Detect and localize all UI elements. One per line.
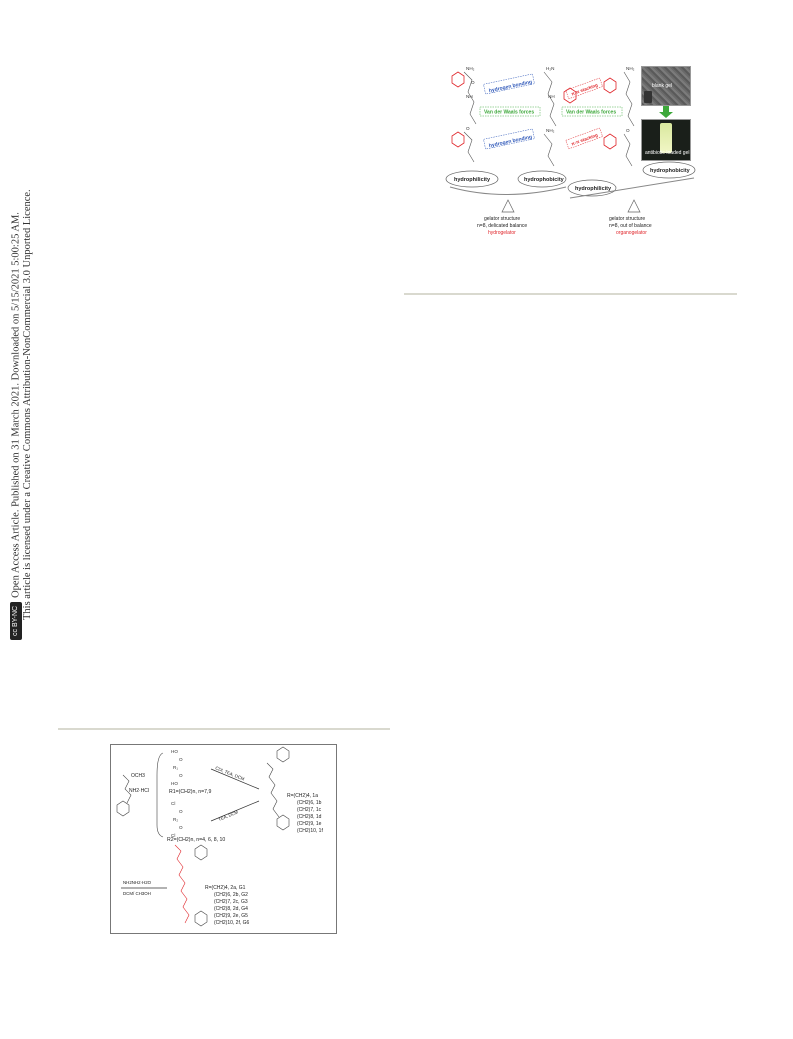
series1-item-1: (CH2)7, 1c	[297, 807, 322, 813]
series2-item-1: (CH2)7, 2c, G3	[214, 899, 248, 905]
hydrophobicity-label-2: hydrophobicity	[650, 168, 690, 174]
chloride-r2-label: R2=(CH2)n, n=4, 6, 8, 10	[167, 837, 226, 843]
series2-list	[214, 892, 250, 926]
svg-text:O: O	[179, 809, 183, 814]
section-divider-left	[58, 728, 390, 730]
access-notice	[10, 212, 22, 640]
ester-label: OCH3	[131, 773, 145, 779]
vdw-label-1: Van der Waals forces	[484, 109, 535, 116]
svg-text:H₂N: H₂N	[546, 66, 555, 71]
blank-gel-label: blank gel	[652, 83, 673, 89]
series1-item-2: (CH2)8, 1d	[297, 814, 322, 820]
license-notice[interactable]: This article is licensed under a Creative Commons Attribution-NonCommercial 3.0 Unported Licence.	[22, 189, 33, 620]
svg-text:O: O	[179, 773, 183, 778]
condition-2: TEA, DCM	[217, 809, 239, 822]
svg-text:O: O	[626, 128, 630, 133]
svg-text:NH: NH	[466, 94, 473, 99]
series2-title: R=(CH2)4, 2a, G1	[205, 885, 246, 891]
hbond-label-2: hydrogen bonding	[488, 134, 533, 150]
svg-text:NH₂: NH₂	[546, 128, 555, 133]
series1-list	[297, 800, 323, 834]
vdw-label-2: Van der Waals forces	[566, 109, 617, 116]
series2-item-4: (CH2)10, 2f, G6	[214, 920, 250, 926]
svg-text:O: O	[179, 825, 183, 830]
svg-text:NH₂: NH₂	[466, 66, 475, 71]
acid-r1-label: R1=(CH2)n, n=7,9	[169, 789, 212, 795]
cc-badge[interactable]: cc BY-NC	[10, 602, 22, 640]
synthesis-scheme-figure	[110, 744, 337, 934]
svg-text:NH₂: NH₂	[626, 66, 635, 71]
hydrophilicity-label-2: hydrophilicity	[575, 186, 612, 192]
gs2-desc: n=8, out of balance	[609, 223, 652, 229]
antibiotic-gel-label: antibiotic-loaded gel	[645, 150, 690, 156]
license-sidebar	[0, 0, 60, 1039]
section-divider-right	[404, 293, 737, 295]
condition-3b: DCM/ CH3OH	[123, 891, 151, 896]
series2-item-2: (CH2)8, 2d, G4	[214, 906, 248, 912]
gelation-mechanism-figure	[444, 62, 702, 262]
gs2-title: gelator structure	[609, 216, 646, 222]
svg-text:NH: NH	[548, 94, 555, 99]
gs1-title: gelator structure	[484, 216, 521, 222]
pi-stacking-label-1: π-π stacking	[570, 82, 599, 97]
svg-text:R₁: R₁	[173, 765, 178, 770]
svg-text:HO: HO	[171, 749, 178, 754]
svg-text:Cl: Cl	[171, 801, 176, 806]
hydrophilicity-label-1: hydrophilicity	[454, 177, 491, 183]
amine-label: NH2·HCl	[129, 788, 149, 794]
svg-text:Cl: Cl	[171, 833, 176, 838]
series1-item-4: (CH2)10, 1f	[297, 828, 323, 834]
hydrophobicity-label-1: hydrophobicity	[524, 177, 564, 183]
gs1-type: hydrogelator	[488, 230, 516, 236]
svg-text:HO: HO	[171, 781, 178, 786]
series1-item-3: (CH2)9, 1e	[297, 821, 322, 827]
access-notice-text: Open Access Article. Published on 31 March 2021. Downloaded on 5/15/2021 5:00:25 AM.	[10, 212, 22, 598]
series1-title: R=(CH2)4, 1a	[287, 793, 318, 799]
svg-text:O: O	[466, 126, 470, 131]
gs2-type: organogelator	[616, 230, 647, 236]
svg-text:R₂: R₂	[173, 817, 179, 822]
gs1-desc: n=8, delicated balance	[477, 223, 528, 229]
series2-item-0: (CH2)6, 2b, G2	[214, 892, 248, 898]
series2-item-3: (CH2)9, 2e, G5	[214, 913, 248, 919]
condition-1: CDI, TEA, DCM	[214, 765, 246, 782]
svg-text:O: O	[179, 757, 183, 762]
series1-item-0: (CH2)6, 1b	[297, 800, 322, 806]
svg-text:O: O	[471, 80, 475, 85]
condition-3a: NH2NH2·H2O	[123, 880, 152, 885]
pi-stacking-label-2: π-π stacking	[570, 132, 599, 147]
blank-gel-photo	[641, 66, 691, 106]
hbond-label-1: hydrogen bonding	[488, 79, 533, 95]
synthesis-scheme	[111, 745, 336, 933]
antibiotic-gel-photo	[641, 119, 691, 161]
